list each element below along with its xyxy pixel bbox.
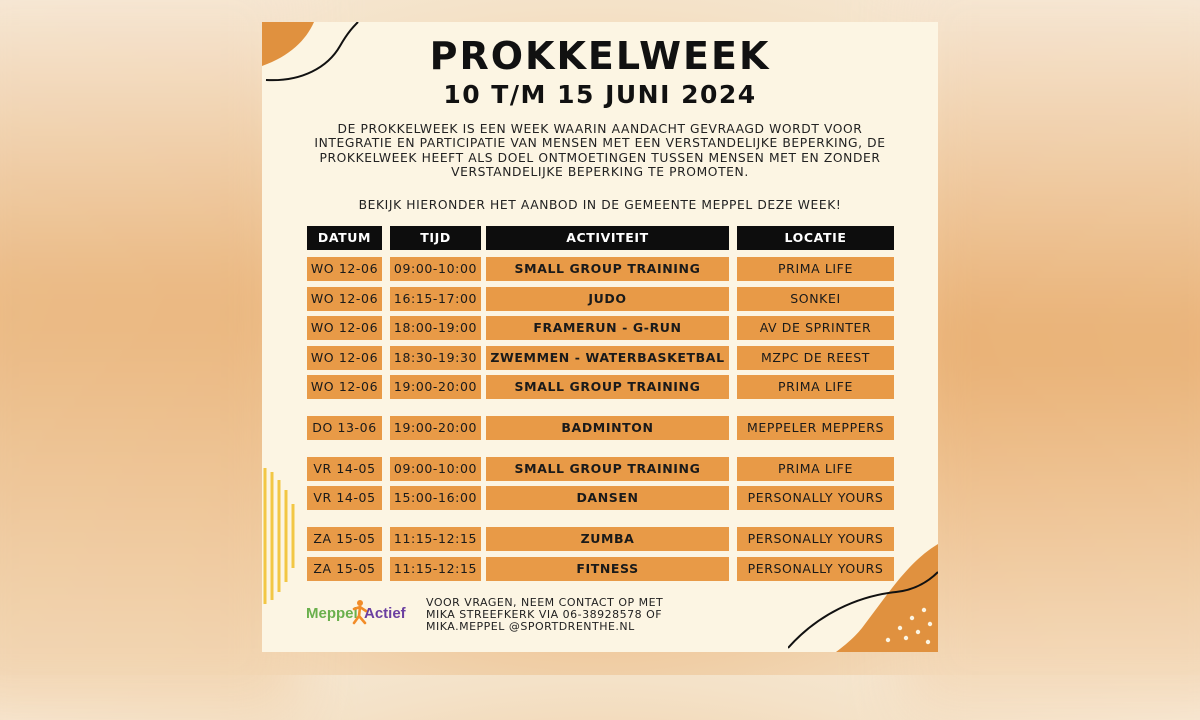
header-locatie: LOCATIE bbox=[737, 226, 894, 250]
table-cell-time: 18:00-19:00 bbox=[390, 316, 481, 340]
table-cell-date: VR 14-05 bbox=[307, 457, 382, 481]
table-cell-activity: FITNESS bbox=[486, 557, 729, 581]
table-cell-time: 11:15-12:15 bbox=[390, 527, 481, 551]
table-cell-date: WO 12-06 bbox=[307, 375, 382, 399]
poster bbox=[262, 22, 938, 652]
table-cell-time: 19:00-20:00 bbox=[390, 375, 481, 399]
table-cell-activity: SMALL GROUP TRAINING bbox=[486, 257, 729, 281]
header-tijd: TIJD bbox=[390, 226, 481, 250]
table-cell-activity: ZUMBA bbox=[486, 527, 729, 551]
table-cell-time: 09:00-10:00 bbox=[390, 257, 481, 281]
table-cell-time: 11:15-12:15 bbox=[390, 557, 481, 581]
table-cell-activity: SMALL GROUP TRAINING bbox=[486, 457, 729, 481]
table-cell-location: PRIMA LIFE bbox=[737, 257, 894, 281]
table-cell-activity: BADMINTON bbox=[486, 416, 729, 440]
logo-word-meppel: Meppel bbox=[306, 605, 358, 622]
table-cell-location: SONKEI bbox=[737, 287, 894, 311]
intro-text: DE PROKKELWEEK IS EEN WEEK WAARIN AANDACHT GEVRAAGD WORDT VOOR INTEGRATIE EN PARTICIPATIE VAN MENSEN MET EEN VERSTANDELIJKE BEPERKING, DE PROKKELWEEK HEEFT ALS DOEL ONTMOETINGEN TUSSEN MENSEN MET EN ZONDER VERSTANDELIJKE BEPERKING TE PROMOTEN. bbox=[314, 122, 886, 180]
table-cell-date: ZA 15-05 bbox=[307, 557, 382, 581]
table-cell-location: PRIMA LIFE bbox=[737, 375, 894, 399]
table-cell-location: PERSONALLY YOURS bbox=[737, 486, 894, 510]
contact-info bbox=[426, 597, 663, 633]
table-cell-time: 16:15-17:00 bbox=[390, 287, 481, 311]
table-cell-location: PERSONALLY YOURS bbox=[737, 557, 894, 581]
meppel-actief-logo bbox=[306, 597, 406, 627]
table-cell-time: 18:30-19:30 bbox=[390, 346, 481, 370]
table-cell-activity: SMALL GROUP TRAINING bbox=[486, 375, 729, 399]
table-cell-time: 09:00-10:00 bbox=[390, 457, 481, 481]
table-cell-activity: FRAMERUN - G-RUN bbox=[486, 316, 729, 340]
logo-word-actief: Actief bbox=[364, 605, 406, 622]
table-cell-date: DO 13-06 bbox=[307, 416, 382, 440]
table-cell-location: PRIMA LIFE bbox=[737, 457, 894, 481]
logo-figure-icon bbox=[306, 597, 406, 627]
table-cell-location: MEPPELER MEPPERS bbox=[737, 416, 894, 440]
page-title: PROKKELWEEK bbox=[429, 34, 771, 78]
table-cell-location: PERSONALLY YOURS bbox=[737, 527, 894, 551]
table-cell-location: MZPC DE REEST bbox=[737, 346, 894, 370]
table-cell-location: AV DE SPRINTER bbox=[737, 316, 894, 340]
background-blur-left bbox=[0, 0, 300, 720]
decorative-lines bbox=[262, 462, 302, 612]
background-blur-right bbox=[900, 0, 1200, 720]
contact-line: VOOR VRAGEN, NEEM CONTACT OP MET bbox=[426, 596, 664, 609]
table-cell-activity: DANSEN bbox=[486, 486, 729, 510]
contact-line: MIKA STREEFKERK VIA 06-38928578 OF bbox=[426, 608, 663, 621]
table-cell-date: VR 14-05 bbox=[307, 486, 382, 510]
table-cell-time: 15:00-16:00 bbox=[390, 486, 481, 510]
header-datum: DATUM bbox=[307, 226, 382, 250]
table-cell-date: WO 12-06 bbox=[307, 316, 382, 340]
table-cell-time: 19:00-20:00 bbox=[390, 416, 481, 440]
table-cell-date: WO 12-06 bbox=[307, 257, 382, 281]
contact-line: MIKA.MEPPEL @SPORTDRENTHE.NL bbox=[426, 620, 635, 633]
table-cell-date: WO 12-06 bbox=[307, 287, 382, 311]
table-cell-activity: ZWEMMEN - WATERBASKETBAL bbox=[486, 346, 729, 370]
header-activiteit: ACTIVITEIT bbox=[486, 226, 729, 250]
page-subtitle: 10 T/M 15 JUNI 2024 bbox=[443, 80, 757, 109]
table-cell-date: WO 12-06 bbox=[307, 346, 382, 370]
table-cell-activity: JUDO bbox=[486, 287, 729, 311]
call-to-action: BEKIJK HIERONDER HET AANBOD IN DE GEMEENTE MEPPEL DEZE WEEK! bbox=[358, 198, 842, 212]
table-cell-date: ZA 15-05 bbox=[307, 527, 382, 551]
